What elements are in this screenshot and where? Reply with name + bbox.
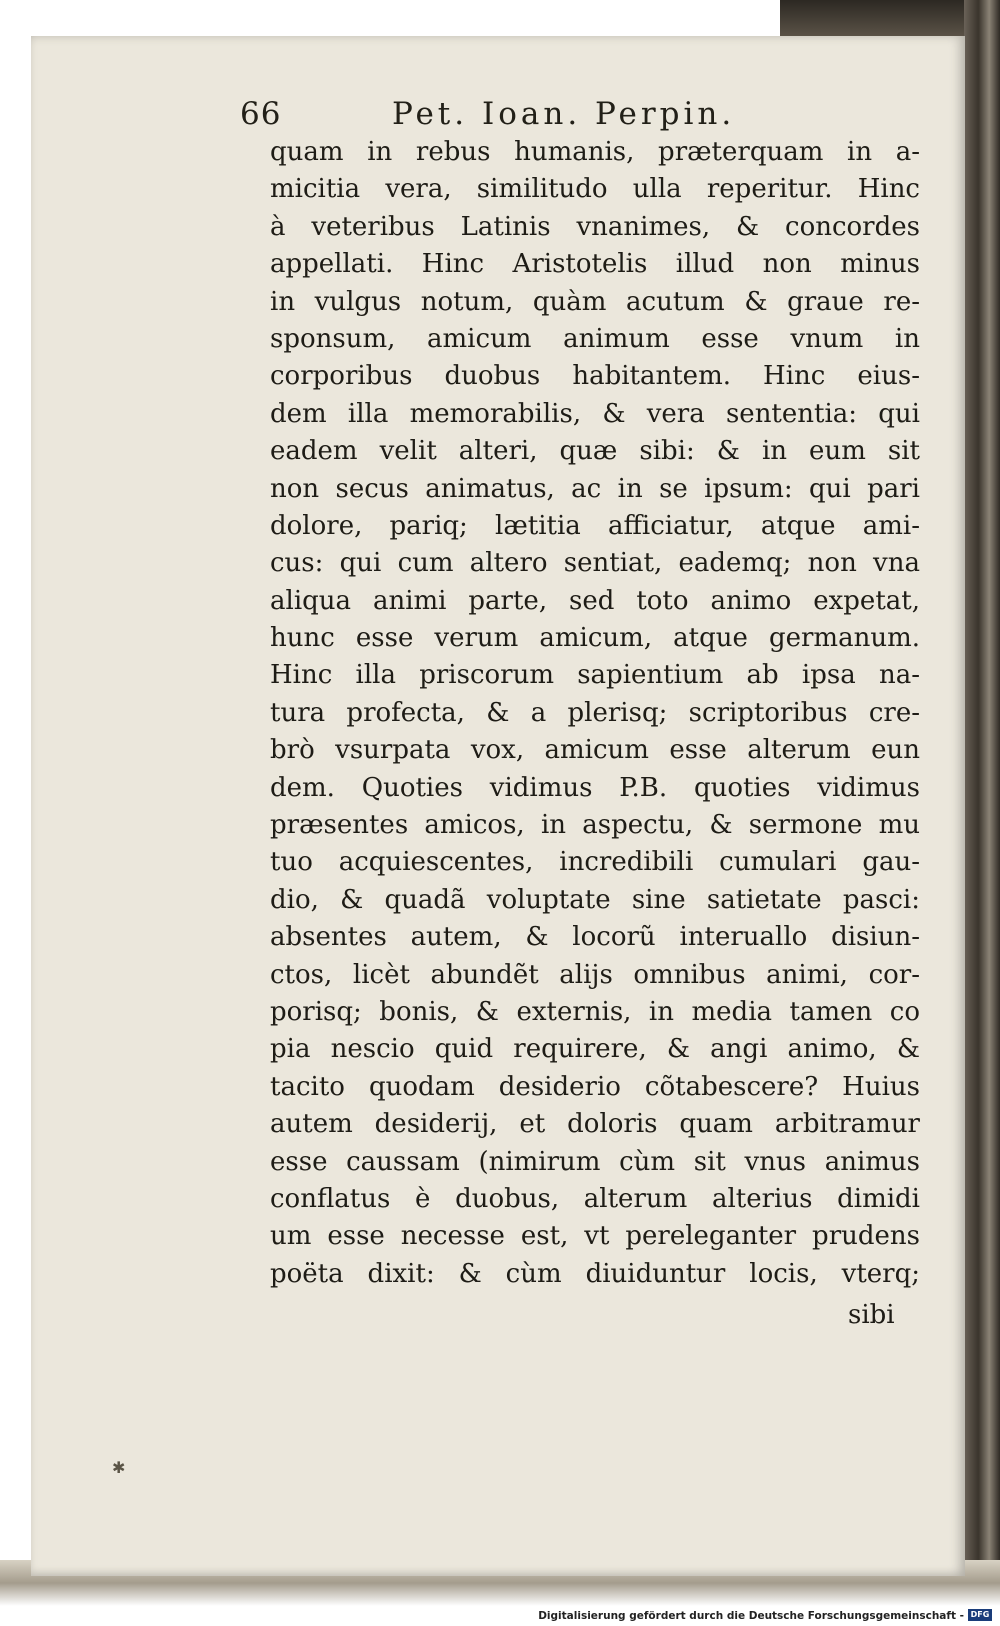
catchword: sibi — [848, 1300, 895, 1330]
text-line: non secus animatus, ac in se ipsum: qui pari — [270, 473, 920, 504]
text-line: micitia vera, similitudo ulla reperitur. Hinc — [270, 174, 920, 205]
text-line: pia nescio quid requirere, & angi animo, & — [270, 1034, 920, 1065]
page-number: 66 — [240, 96, 282, 132]
text-line: autem desiderij, et doloris quam arbitramur — [270, 1109, 920, 1140]
text-line: præsentes amicos, in aspectu, & sermone mu — [270, 810, 920, 841]
text-line: Hinc illa priscorum sapientium ab ipsa na- — [270, 660, 920, 691]
text-line: tacito quodam desiderio cõtabescere? Huius — [270, 1071, 920, 1102]
text-line: dolore, pariq; lætitia afficiatur, atque ami- — [270, 510, 920, 541]
running-head — [240, 96, 940, 132]
text-line: ctos, licèt abundẽt alijs omnibus animi, cor- — [270, 959, 920, 990]
text-line: hunc esse verum amicum, atque germanum. — [270, 623, 920, 654]
text-line: sponsum, amicum animum esse vnum in — [270, 323, 920, 354]
text-line: um esse necesse est, vt pereleganter prudens — [270, 1221, 920, 1252]
text-line: poëta dixit: & cùm diuiduntur locis, vterq; — [270, 1258, 920, 1289]
text-line: appellati. Hinc Aristotelis illud non minus — [270, 249, 920, 280]
text-line: quam in rebus humanis, præterquam in a- — [270, 137, 920, 167]
text-line: tura profecta, & a plerisq; scriptoribus cre- — [270, 697, 920, 728]
text-line: aliqua animi parte, sed toto animo expetat, — [270, 585, 920, 616]
text-line: absentes autem, & locorũ interuallo disiun- — [270, 922, 920, 953]
footer-credit: Digitalisierung gefördert durch die Deutsche Forschungsgemeinschaft - — [538, 1610, 964, 1622]
text-line: brò vsurpata vox, amicum esse alterum eun — [270, 735, 920, 766]
text-line: dem illa memorabilis, & vera sententia: qui — [270, 398, 920, 429]
text-body — [270, 134, 920, 1293]
text-line: esse caussam (nimirum cùm sit vnus animus — [270, 1146, 920, 1177]
running-title: Pet. Ioan. Perpin. — [392, 96, 736, 132]
text-line: porisq; bonis, & externis, in media tamen co — [270, 996, 920, 1027]
text-line: corporibus duobus habitantem. Hinc eius- — [270, 361, 920, 392]
text-line: in vulgus notum, quàm acutum & graue re- — [270, 286, 920, 317]
margin-mark-icon: ✱ — [112, 1458, 126, 1477]
text-line: dio, & quadã voluptate sine satietate pasci: — [270, 884, 920, 915]
book-right-edge — [964, 0, 1000, 1606]
text-line: eadem velit alteri, quæ sibi: & in eum sit — [270, 436, 920, 467]
text-line: cus: qui cum altero sentiat, eademq; non vna — [270, 548, 920, 579]
text-line: dem. Quoties vidimus P.B. quoties vidimus — [270, 772, 920, 803]
text-line: conflatus è duobus, alterum alterius dimidi — [270, 1183, 920, 1214]
text-line: à veteribus Latinis vnanimes, & concordes — [270, 211, 920, 242]
text-line: tuo acquiescentes, incredibili cumulari gau- — [270, 847, 920, 878]
dfg-logo: DFG — [968, 1609, 992, 1621]
